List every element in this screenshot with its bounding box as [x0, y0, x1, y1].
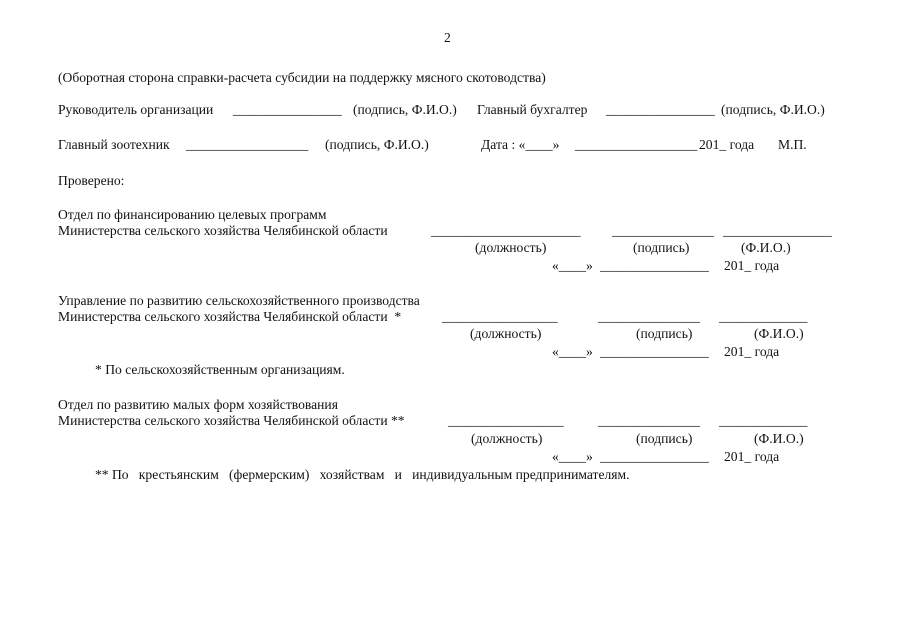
- date-year: 201_ года: [724, 449, 780, 464]
- block-title-line1: Отдел по финансированию целевых программ: [58, 207, 327, 222]
- signature-blank: _______________: [612, 223, 714, 238]
- fio-blank: ________________: [723, 223, 832, 238]
- date-day: «____»: [552, 258, 593, 273]
- accountant-hint: (подпись, Ф.И.О.): [721, 102, 825, 117]
- head-signature-blank: ________________: [233, 102, 342, 117]
- date-day: «____»: [552, 449, 593, 464]
- date-blank: ________________: [600, 449, 709, 464]
- date-label: Дата : «____»: [481, 137, 560, 152]
- zootech-label: Главный зоотехник: [58, 137, 170, 152]
- date-blank: ________________: [600, 258, 709, 273]
- block-title-line2: Министерства сельского хозяйства Челябинской области: [58, 223, 388, 238]
- fio-blank: _____________: [719, 309, 808, 324]
- date-year: 201_ года: [724, 344, 780, 359]
- date-blank: __________________: [575, 137, 698, 152]
- stamp-label: М.П.: [778, 137, 807, 152]
- fio-hint: (Ф.И.О.): [741, 240, 791, 255]
- footnote: ** По крестьянским (фермерским) хозяйствам и индивидуальным предпринимателям.: [95, 467, 630, 482]
- accountant-label: Главный бухгалтер: [477, 102, 588, 117]
- accountant-signature-blank: ________________: [606, 102, 715, 117]
- page-number: 2: [444, 30, 451, 45]
- zootech-signature-blank: __________________: [186, 137, 309, 152]
- zootech-hint: (подпись, Ф.И.О.): [325, 137, 429, 152]
- signature-hint: (подпись): [636, 431, 693, 446]
- date-day: «____»: [552, 344, 593, 359]
- position-blank: _________________: [448, 413, 564, 428]
- position-blank: ______________________: [431, 223, 581, 238]
- signature-hint: (подпись): [636, 326, 693, 341]
- signature-blank: _______________: [598, 309, 700, 324]
- date-blank: ________________: [600, 344, 709, 359]
- page-heading: (Оборотная сторона справки-расчета субсидии на поддержку мясного скотоводства): [58, 70, 546, 85]
- date-year: 201_ года: [699, 137, 755, 152]
- position-hint: (должность): [470, 326, 542, 341]
- signature-blank: _______________: [598, 413, 700, 428]
- head-label: Руководитель организации: [58, 102, 214, 117]
- block-title-line2: Министерства сельского хозяйства Челябинской области **: [58, 413, 405, 428]
- position-blank: _________________: [442, 309, 558, 324]
- block-title-line1: Отдел по развитию малых форм хозяйствования: [58, 397, 338, 412]
- fio-hint: (Ф.И.О.): [754, 326, 804, 341]
- position-hint: (должность): [475, 240, 547, 255]
- signature-hint: (подпись): [633, 240, 690, 255]
- fio-hint: (Ф.И.О.): [754, 431, 804, 446]
- head-hint: (подпись, Ф.И.О.): [353, 102, 457, 117]
- block-title-line2: Министерства сельского хозяйства Челябинской области *: [58, 309, 402, 324]
- date-year: 201_ года: [724, 258, 780, 273]
- fio-blank: _____________: [719, 413, 808, 428]
- checked-label: Проверено:: [58, 173, 125, 188]
- footnote: * По сельскохозяйственным организациям.: [95, 362, 345, 377]
- position-hint: (должность): [471, 431, 543, 446]
- block-title-line1: Управление по развитию сельскохозяйственного производства: [58, 293, 420, 308]
